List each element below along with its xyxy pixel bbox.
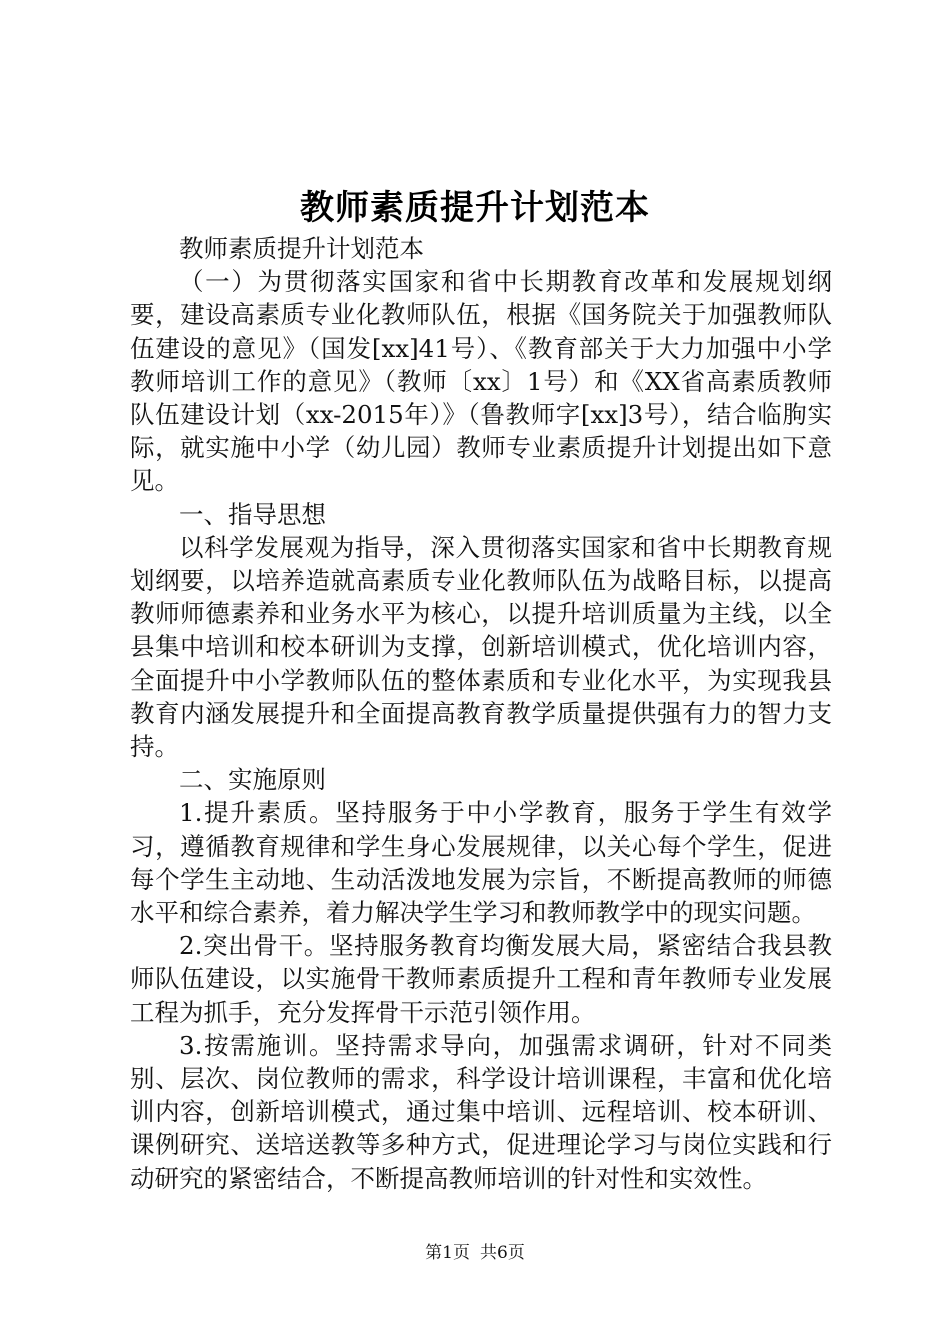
page-total: 共6页 xyxy=(480,1243,525,1263)
document-body xyxy=(130,232,832,1195)
principle-2-paragraph: 2.突出骨干。坚持服务教育均衡发展大局，紧密结合我县教师队伍建设，以实施骨干教师素质提升工程和青年教师专业发展工程为抓手，充分发挥骨干示范引领作用。 xyxy=(130,931,832,1027)
section-heading-guiding-ideology: 一、指导思想 xyxy=(179,499,326,529)
intro-paragraph: （一）为贯彻落实国家和省中长期教育改革和发展规划纲要，建设高素质专业化教师队伍，根据《国务院关于加强教师队伍建设的意见》（国发[xx]41号）、《教育部关于大力加强中小学教师培训工作的意见》（教师〔xx〕1号）和《XX省高素质教师队伍建设计划（xx-2015年）》（鲁教师字[xx]3号），结合临朐实际，就实施中小学（幼儿园）教师专业素质提升计划提出如下意见。 xyxy=(130,267,832,496)
document-title: 教师素质提升计划范本 xyxy=(300,188,650,228)
principle-1-paragraph: 1.提升素质。坚持服务于中小学教育，服务于学生有效学习，遵循教育规律和学生身心发展规律，以关心每个学生，促进每个学生主动地、生动活泼地发展为宗旨，不断提高教师的师德水平和综合素养，着力解决学生学习和教师教学中的现实问题。 xyxy=(130,798,832,928)
subtitle-paragraph: 教师素质提升计划范本 xyxy=(179,234,424,263)
principle-3-paragraph: 3.按需施训。坚持需求导向，加强需求调研，针对不同类别、层次、岗位教师的需求，科学设计培训课程，丰富和优化培训内容，创新培训模式，通过集中培训、远程培训、校本研训、课例研究、送培送教等多种方式，促进理论学习与岗位实践和行动研究的紧密结合，不断提高教师培训的针对性和实效性。 xyxy=(130,1030,832,1193)
section-heading-implementation-principles: 二、实施原则 xyxy=(179,765,326,795)
guiding-ideology-paragraph: 以科学发展观为指导，深入贯彻落实国家和省中长期教育规划纲要，以培养造就高素质专业化教师队伍为战略目标，以提高教师师德素养和业务水平为核心，以提升培训质量为主线，以全县集中培训和校本研训为支撑，创新培训模式，优化培训内容，全面提升中小学教师队伍的整体素质和专业化水平，为实现我县教育内涵发展提升和全面提高教育教学质量提供强有力的智力支持。 xyxy=(130,532,832,762)
page-footer xyxy=(0,1241,950,1265)
page-number: 第1页 xyxy=(425,1243,470,1263)
